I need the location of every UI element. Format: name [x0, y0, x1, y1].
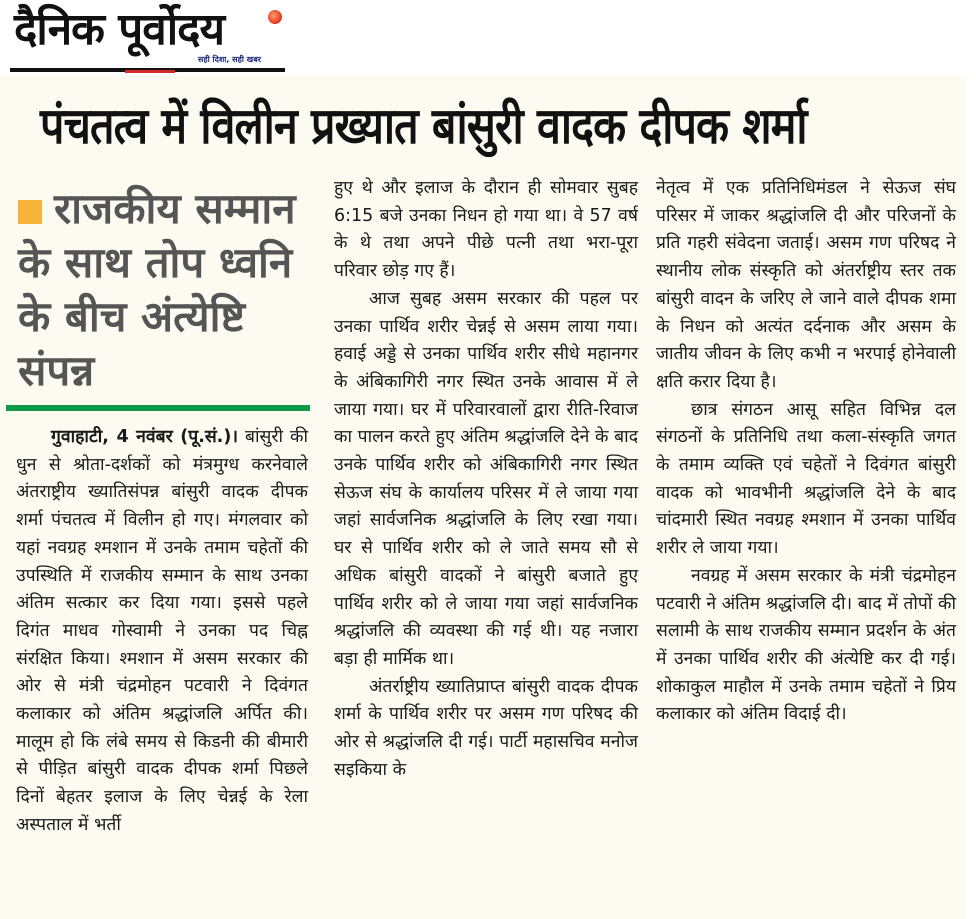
paragraph: आज सुबह असम सरकार की पहल पर उनका पार्थिव शरीर चेन्नई से असम लाया गया। हवाई अड्डे से उनका पार्थिव शरीर सीधे महानगर के अंबिकागिरी नगर स्थित उनके आवास में ले जाया गया। घर में परिवारवालों द्वारा रीति-रिवाज का पालन करते हुए अंतिम श्रद्धांजलि देने के बाद उनके पार्थिव शरीर को अंबिकागिरी नगर स्थित सेऊज संघ के कार्यालय परिसर में ले जाया गया जहां सार्वजनिक श्रद्धांजलि के लिए रखा गया। घर से पार्थिव शरीर को ले जाते समय सौ से अधिक बांसुरी वादकों ने बांसुरी बजाते हुए पार्थिव शरीर को ले जाया गया जहां सार्वजनिक श्रद्धांजलि की व्यवस्था की गई थी। यह नजारा बड़ा ही मार्मिक था। [334, 288, 638, 669]
article-column-2 [334, 175, 638, 784]
paragraph: नेतृत्व में एक प्रतिनिधिमंडल ने सेऊज संघ परिसर में जाकर श्रद्धांजलि दी और परिजनों के प्रति गहरी संवेदना जताई। असम गण परिषद ने स्थानीय लोक संस्कृति को अंतर्राष्ट्रीय स्तर तक बांसुरी वादन के जरिए ले जाने वाले दीपक शमा के निधन को अत्यंत दर्दनाक और असम के जातीय जीवन के लिए कभी न भरपाई होनेवाली क्षति करार दिया है। [656, 178, 956, 392]
paragraph: हुए थे और इलाज के दौरान ही सोमवार सुबह 6:15 बजे उनका निधन हो गया था। वे 57 वर्ष के थे तथा अपने पीछे पत्नी तथा भरा-पूरा परिवार छोड़ गए हैं। [334, 178, 638, 282]
dateline: गुवाहाटी, 4 नवंबर (पू.सं.)। [51, 427, 238, 447]
square-bullet-icon [18, 200, 42, 224]
paragraph: छात्र संगठन आसू सहित विभिन्न दल संगठनों के प्रतिनिधि तथा कला-संस्कृति जगत के तमाम व्यक्ति एवं चहेतों ने दिवंगत बांसुरी वादक को भावभीनी श्रद्धांजलि देने के बाद चांदमारी स्थित नवग्रह श्मशान में उनका पार्थिव शरीर ले जाया गया। [656, 399, 956, 559]
masthead [0, 0, 976, 76]
logo-sun-icon [268, 10, 282, 24]
newspaper-logo: दैनिक पूर्वोदय [14, 4, 225, 55]
tagline: सही दिशा, सही खबर [198, 55, 262, 64]
subheadline [18, 182, 318, 398]
headline: पंचतत्व में विलीन प्रख्यात बांसुरी वादक दीपक शर्मा [40, 97, 807, 155]
subheadline-text: राजकीय सम्मान के साथ तोप ध्वनि के बीच अंत्येष्टि संपन्न [18, 184, 296, 395]
masthead-red-strip [125, 70, 175, 73]
article-column-1 [16, 424, 308, 840]
paragraph [16, 424, 308, 840]
paragraph: नवग्रह में असम सरकार के मंत्री चंद्रमोहन पटवारी ने अंतिम श्रद्धांजलि दी। बाद में तोपों की सलामी के साथ राजकीय सम्मान प्रदर्शन के अंत में उनका पार्थिव शरीर की अंत्येष्टि कर दी गई। शोकाकुल माहौल में उनके तमाम चहेतों ने प्रिय कलाकार को अंतिम विदाई दी। [656, 565, 956, 725]
paragraph: अंतर्राष्ट्रीय ख्यातिप्राप्त बांसुरी वादक दीपक शर्मा के पार्थिव शरीर पर असम गण परिषद की ओर से श्रद्धांजलि दी गई। पार्टी महासचिव मनोज सइकिया के [334, 676, 638, 780]
paragraph-text: बांसुरी की धुन से श्रोता-दर्शकों को मंत्रमुग्ध करनेवाले अंतराष्ट्रीय ख्यातिसंपन्न बांसुरी वादक दीपक शर्मा पंचतत्व में विलीन हो गए। मंगलवार को यहां नवग्रह श्मशान में उनके तमाम चहेतों की उपस्थिति में राजकीय सम्मान के साथ उनका अंतिम सत्कार कर दिया गया। इससे पहले दिगंत माधव गोस्वामी ने उनका पद चिह्न संरक्षित किया। श्मशान में असम सरकार की ओर से मंत्री चंद्रमोहन पटवारी ने दिवंगत कलाकार को अंतिम श्रद्धांजलि अर्पित की। मालूम हो कि लंबे समय से किडनी की बीमारी से पीड़ित बांसुरी वादक दीपक शर्मा पिछले दिनों बेहतर इलाज के लिए चेन्नई के रेला अस्पताल में भर्ती [16, 427, 308, 835]
section-divider [6, 405, 310, 411]
article-column-3 [656, 175, 956, 729]
